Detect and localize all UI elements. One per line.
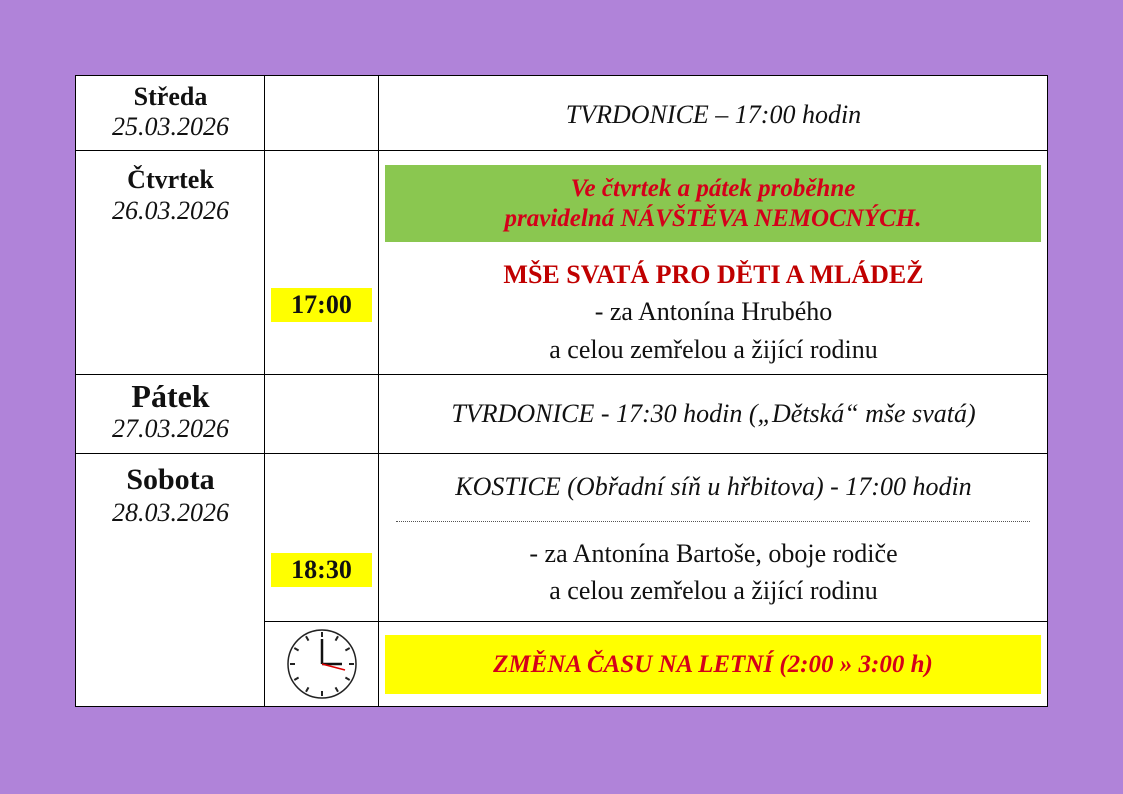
mass-title: MŠE SVATÁ PRO DĚTI A MLÁDEŽ [503, 260, 924, 289]
day-name: Středa [133, 82, 208, 111]
notice-line: pravidelná NÁVŠTĚVA NEMOCNÝCH. [504, 204, 922, 232]
day-name: Sobota [126, 463, 215, 496]
day-date: 28.03.2026 [112, 498, 229, 527]
event-text: TVRDONICE – 17:00 hodin [565, 100, 862, 129]
notice-banner [385, 165, 1041, 242]
day-cell-thursday [76, 164, 265, 226]
notice-line: Ve čtvrtek a pátek proběhne [570, 174, 856, 202]
day-date: 26.03.2026 [112, 196, 229, 225]
schedule-table [75, 75, 1048, 707]
time-badge: 18:30 [271, 553, 372, 587]
row-divider [76, 374, 1048, 375]
location-text: KOSTICE (Obřadní síň u hřbitova) - 17:00 hodin [455, 472, 972, 501]
day-date: 27.03.2026 [112, 414, 229, 443]
time-change-banner: ZMĚNA ČASU NA LETNÍ (2:00 » 3:00 h) [385, 635, 1041, 694]
dotted-separator [396, 521, 1030, 522]
row-divider [264, 621, 1048, 622]
intention-line: - za Antonína Hrubého [594, 297, 833, 326]
row-divider [76, 150, 1048, 151]
clock-icon [284, 626, 360, 702]
day-name: Pátek [131, 378, 210, 414]
time-badge: 17:00 [271, 288, 372, 322]
intention-line: - za Antonína Bartoše, oboje rodiče [529, 539, 898, 568]
day-date: 25.03.2026 [112, 112, 229, 141]
intention-line: a celou zemřelou a žijící rodinu [549, 576, 878, 605]
row-divider [76, 453, 1048, 454]
event-text: TVRDONICE - 17:30 hodin („Dětská“ mše svatá) [451, 399, 976, 428]
day-name: Čtvrtek [127, 165, 214, 194]
intention-line: a celou zemřelou a žijící rodinu [549, 335, 878, 364]
day-cell-saturday [76, 462, 265, 528]
column-divider [378, 76, 379, 707]
day-cell-friday [76, 378, 265, 444]
day-cell-wednesday [76, 82, 265, 142]
